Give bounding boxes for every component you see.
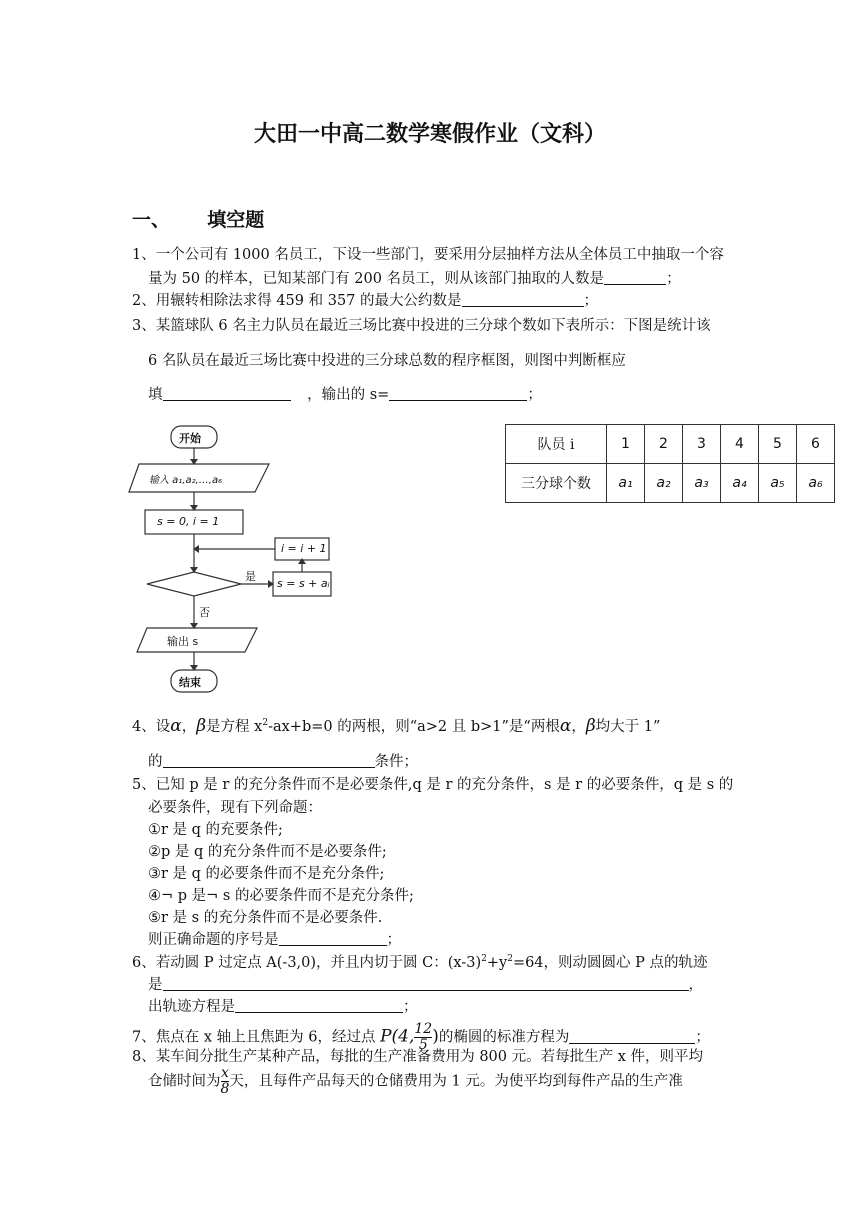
q5-line2: 必要条件，现有下列命题： — [148, 800, 322, 816]
flow-start-label: 开始 — [179, 432, 201, 445]
flow-input-label: 输入 a₁,a₂,…,a₆ — [149, 475, 223, 486]
q6-line2-end: ， — [688, 977, 703, 993]
q1-text: 量为 50 的样本，已知某部门有 200 名员工，则从该部门抽取的人数是 — [148, 271, 605, 287]
table-header-count: 三分球个数 — [506, 464, 607, 503]
q4-line2 — [148, 750, 418, 771]
q4-exponent: 2 — [262, 718, 269, 729]
q6-text-a: 6、若动圆 P 过定点 A(-3,0)，并且内切于圆 C：(x-3) — [132, 955, 482, 971]
q5-answer-line — [148, 928, 401, 949]
q6-sup1: 2 — [481, 954, 487, 965]
q2-line — [132, 289, 598, 310]
q3-line2: 6 名队员在最近三场比赛中投进的三分球总数的程序框图，则图中判断框应 — [148, 353, 626, 369]
q7-prefix: 7、焦点在 x 轴上且焦距为 6，经过点 — [132, 1029, 376, 1046]
flow-increment-label: i = i + 1 — [281, 542, 327, 555]
q5-answer-prefix: 则正确命题的序号是 — [148, 932, 279, 948]
q5-line1: 5、已知 p 是 r 的充分条件而不是必要条件,q 是 r 的充分条件，s 是 r 的必要条件，q 是 s 的 — [132, 777, 734, 793]
q6-trajectory-blank[interactable] — [163, 976, 689, 991]
table-cell: 3 — [683, 425, 721, 464]
q5-item: ⑤r 是 s 的充分条件而不是必要条件. — [148, 910, 383, 926]
table-cell: a₂ — [645, 464, 683, 503]
q3-output-prefix: ，输出的 s= — [307, 387, 390, 403]
flow-output-label: 输出 s — [167, 635, 199, 648]
table-cell: a₁ — [607, 464, 645, 503]
q4-rest: -ax+b=0 的两根，则“a>2 且 b>1”是“两根 — [268, 719, 560, 735]
q1-line2 — [148, 267, 681, 288]
table-cell: a₆ — [797, 464, 835, 503]
q1-line1: 1、一个公司有 1000 名员工，下设一些部门，要采用分层抽样方法从全体员工中抽取一个容 — [132, 247, 724, 263]
q4-tail: 均大于 1” — [595, 719, 661, 735]
q6-line1 — [132, 951, 708, 972]
q5-item: ①r 是 q 的充要条件; — [148, 822, 283, 838]
q7-suffix: 的椭圆的标准方程为 — [438, 1029, 570, 1046]
q3-end: ； — [527, 387, 542, 403]
table-cell: 1 — [607, 425, 645, 464]
q8-line2 — [148, 1066, 683, 1097]
score-table — [505, 424, 835, 503]
page-title: 大田一中高二数学寒假作业（文科） — [253, 121, 606, 147]
table-row — [506, 464, 835, 503]
table-cell: a₅ — [759, 464, 797, 503]
q2-answer-blank[interactable] — [462, 292, 584, 307]
q8-line2-suffix: 天，且每件产品每天的仓储费用为 1 元。为使平均到每件产品的生产准 — [229, 1073, 683, 1090]
section-label: 填空题 — [207, 209, 265, 231]
q6-equation-blank[interactable] — [235, 998, 403, 1013]
q6-line3-prefix: 出轨迹方程是 — [148, 999, 235, 1015]
q8-line2-prefix: 仓储时间为 — [148, 1073, 221, 1090]
table-cell: 5 — [759, 425, 797, 464]
q4-mid: 是方程 x — [206, 719, 263, 735]
q5-answer-blank[interactable] — [279, 931, 387, 946]
q6-line2 — [148, 973, 703, 994]
q4-beta: β — [196, 716, 207, 736]
q5-item: ④¬ p 是¬ s 的必要条件而不是充分条件; — [148, 888, 414, 904]
q7-point: P(4, — [380, 1026, 415, 1047]
q4-line2-prefix: 的 — [148, 754, 163, 770]
table-cell: a₄ — [721, 464, 759, 503]
q3-output-blank[interactable] — [389, 386, 527, 401]
flowchart-shapes — [125, 420, 345, 698]
q1-answer-blank[interactable] — [604, 270, 666, 285]
q4-alpha2: α — [559, 716, 572, 736]
q7-denominator: 5 — [418, 1037, 428, 1053]
q5-end: ； — [386, 932, 401, 948]
q8-denominator: 8 — [220, 1081, 230, 1097]
q8-line1: 8、某车间分批生产某种产品，每批的生产准备费用为 800 元。若每批生产 x 件，则平均 — [132, 1049, 704, 1065]
table-header-player: 队员 i — [506, 425, 607, 464]
q4-prefix: 4、设 — [132, 719, 171, 735]
table-cell: 4 — [721, 425, 759, 464]
q6-line3-end: ； — [403, 999, 418, 1015]
flow-init-label: s = 0, i = 1 — [157, 515, 220, 528]
flow-no-label: 否 — [199, 606, 210, 619]
flowchart — [125, 420, 345, 698]
q3-line1: 3、某篮球队 6 名主力队员在最近三场比赛中投进的三分球个数如下表所示：下图是统计该 — [132, 318, 711, 334]
q4-line1 — [132, 715, 660, 736]
q4-line2-end: 条件； — [374, 754, 418, 770]
q8-numerator: x — [221, 1065, 229, 1081]
q7-end: ； — [695, 1029, 710, 1046]
q6-line2-prefix: 是 — [148, 977, 163, 993]
q4-comma2: ， — [571, 719, 586, 735]
q3-fill-prefix: 填 — [148, 387, 163, 403]
section-number: 一、 — [132, 209, 171, 231]
q3-condition-blank[interactable] — [163, 386, 291, 401]
table-cell: 2 — [645, 425, 683, 464]
q1-end: ； — [666, 271, 681, 287]
q4-beta2: β — [585, 716, 596, 736]
table-row — [506, 425, 835, 464]
q5-item: ③r 是 q 的必要条件而不是充分条件; — [148, 866, 385, 882]
table-cell: a₃ — [683, 464, 721, 503]
q4-comma: ， — [181, 719, 197, 735]
q7-close: ) — [432, 1026, 439, 1047]
flow-sum-label: s = s + aᵢ — [277, 577, 330, 590]
q4-alpha: α — [170, 716, 182, 736]
q6-text-b: +y — [486, 955, 508, 971]
flow-yes-label: 是 — [245, 570, 256, 583]
section-heading — [132, 205, 264, 232]
q6-text-c: =64，则动圆圆心 P 点的轨迹 — [512, 955, 708, 971]
q3-line3 — [148, 383, 542, 404]
q6-sup2: 2 — [507, 954, 513, 965]
q5-item: ②p 是 q 的充分条件而不是必要条件; — [148, 844, 387, 860]
q7-numerator: 12 — [414, 1021, 433, 1037]
q2-end: ； — [583, 293, 599, 309]
q6-line3 — [148, 995, 418, 1016]
q4-answer-blank[interactable] — [163, 753, 375, 768]
q7-answer-blank[interactable] — [569, 1029, 695, 1044]
table-cell: 6 — [797, 425, 835, 464]
flow-end-label: 结束 — [179, 676, 201, 689]
decision-diamond — [147, 572, 241, 596]
q2-text: 2、用辗转相除法求得 459 和 357 的最大公约数是 — [132, 293, 462, 309]
